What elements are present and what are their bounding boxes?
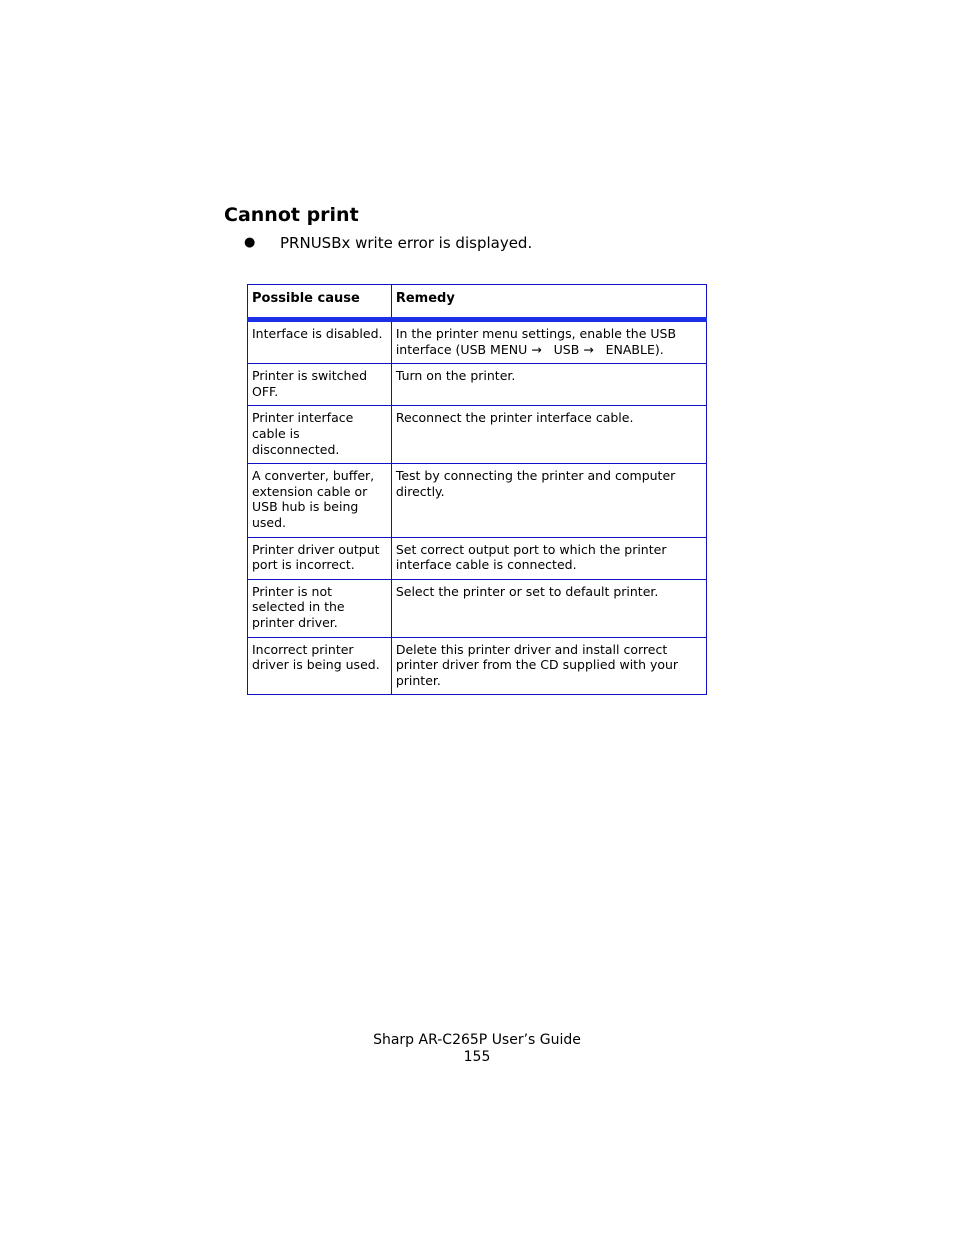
cause-cell: Printer interface cable is disconnected. [248, 406, 392, 464]
table-row [248, 406, 707, 464]
cause-cell: A converter, buffer, extension cable or USB hub is being used. [248, 464, 392, 537]
bullet-icon: ● [244, 235, 256, 250]
remedy-cell: Set correct output port to which the printer interface cable is connected. [391, 537, 706, 579]
troubleshooting-table [247, 284, 707, 695]
header-possible-cause: Possible cause [248, 285, 392, 320]
table-header-row [248, 285, 707, 320]
cause-cell: Printer is not selected in the printer driver. [248, 579, 392, 637]
remedy-cell: Turn on the printer. [391, 364, 706, 406]
table-row [248, 579, 707, 637]
remedy-cell: Test by connecting the printer and computer directly. [391, 464, 706, 537]
bullet-text: PRNUSBx write error is displayed. [280, 234, 533, 252]
remedy-cell: Reconnect the printer interface cable. [391, 406, 706, 464]
section-title: Cannot print [224, 204, 359, 226]
remedy-cell: In the printer menu settings, enable the USB interface (USB MENU → USB → ENABLE). [391, 320, 706, 364]
page-footer [0, 1032, 954, 1066]
remedy-cell: Select the printer or set to default printer. [391, 579, 706, 637]
header-remedy: Remedy [391, 285, 706, 320]
table-row [248, 364, 707, 406]
remedy-cell: Delete this printer driver and install correct printer driver from the CD supplied with your printer. [391, 637, 706, 695]
cause-cell: Printer driver output port is incorrect. [248, 537, 392, 579]
table-row [248, 537, 707, 579]
page-number: 155 [463, 1049, 491, 1065]
cause-cell: Printer is switched OFF. [248, 364, 392, 406]
cause-cell: Incorrect printer driver is being used. [248, 637, 392, 695]
cause-cell: Interface is disabled. [248, 320, 392, 364]
table-row [248, 637, 707, 695]
bullet-item [244, 233, 532, 253]
guide-title: Sharp AR-C265P User’s Guide [373, 1032, 581, 1048]
table-row [248, 320, 707, 364]
table-row [248, 464, 707, 537]
